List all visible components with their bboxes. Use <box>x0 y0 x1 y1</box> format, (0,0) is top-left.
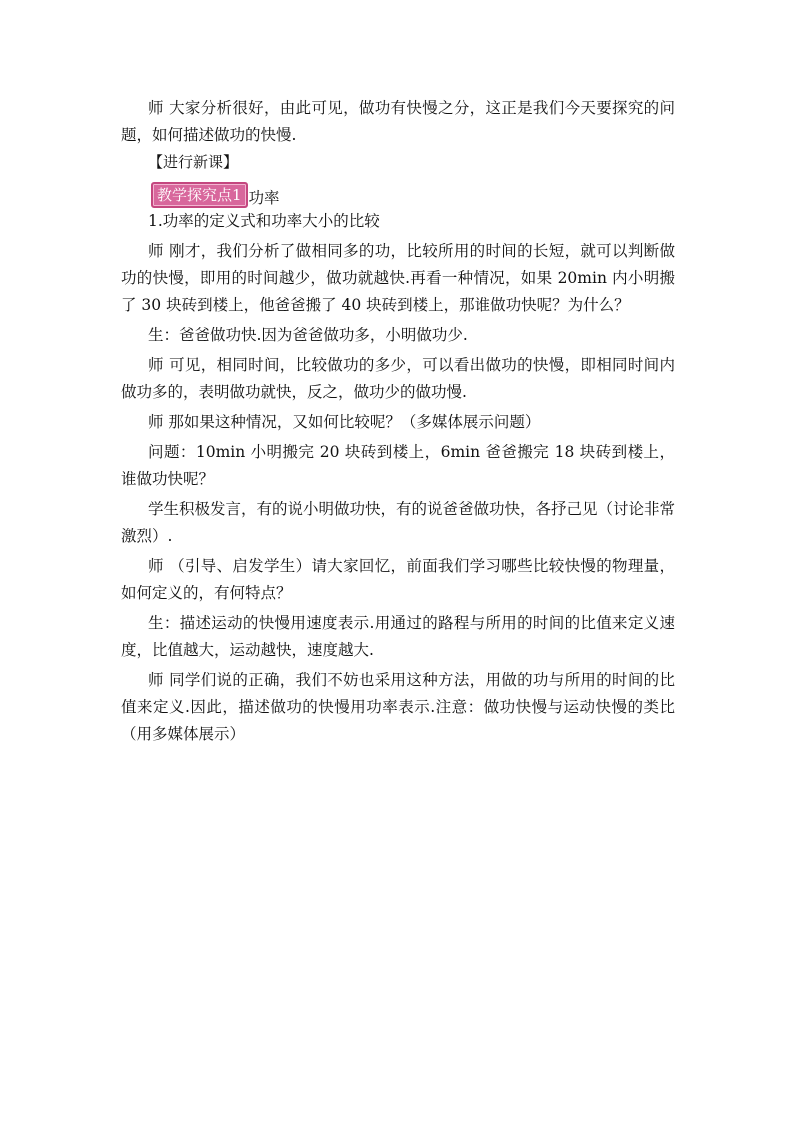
badge-line <box>121 178 675 208</box>
section-badge: 教学探究点1 <box>151 182 248 208</box>
section-heading: 【进行新课】 <box>148 153 239 171</box>
paragraph: 师 可见，相同时间，比较做功的多少，可以看出做功的快慢，即相同时间内做功多的，表明做功就快，反之，做功少的做功慢. <box>121 356 675 401</box>
paragraph: 生：爸爸做功快.因为爸爸做功多，小明做功少. <box>148 326 468 344</box>
paragraph: 学生积极发言，有的说小明做功快，有的说爸爸做功快，各抒己见（讨论非常激烈）. <box>121 500 676 545</box>
paragraph: 师 刚才，我们分析了做相同多的功，比较所用的时间的长短，就可以判断做功的快慢，即用的时间越少，做功就越快.再看一种情况，如果 20min 内小明搬了 30 块砖到楼上，他爸爸搬了 40 块砖到楼上，那谁做功快呢？为什么？ <box>121 242 675 314</box>
paragraph: 问题：10min 小明搬完 20 块砖到楼上，6min 爸爸搬完 18 块砖到楼上，谁做功快呢？ <box>121 443 675 488</box>
paragraph: 师 同学们说的正确，我们不妨也采用这种方法，用做的功与所用的时间的比值来定义.因此，描述做功的快慢用功率表示.注意：做功快慢与运动快慢的类比（用多媒体展示） <box>121 671 675 743</box>
document-page <box>121 95 675 748</box>
badge-suffix: 功率 <box>248 189 280 207</box>
subheading: 1.功率的定义式和功率大小的比较 <box>148 212 380 230</box>
paragraph: 生：描述运动的快慢用速度表示.用通过的路程与所用的时间的比值来定义速度，比值越大，运动越快，速度越大. <box>121 614 675 659</box>
paragraph: 师 那如果这种情况，又如何比较呢？（多媒体展示问题） <box>148 413 541 431</box>
paragraph: 师 （引导、启发学生）请大家回忆，前面我们学习哪些比较快慢的物理量，如何定义的，有何特点？ <box>121 557 675 602</box>
intro-paragraph: 师 大家分析很好，由此可见，做功有快慢之分，这正是我们今天要探究的问题，如何描述做功的快慢. <box>121 99 675 144</box>
